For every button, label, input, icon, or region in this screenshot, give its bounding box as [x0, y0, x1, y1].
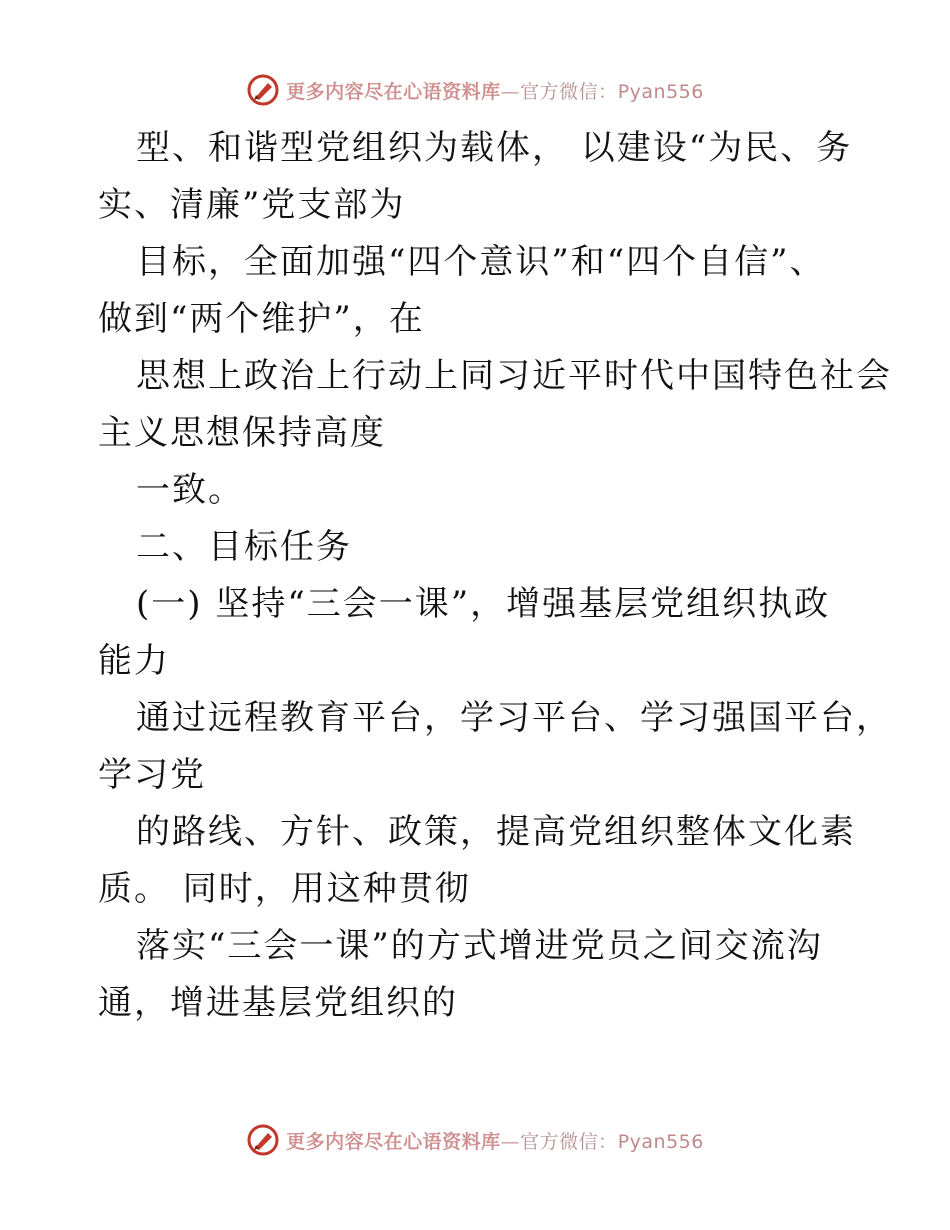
watermark-id: Pyan556 — [617, 80, 704, 103]
watermark-id: Pyan556 — [617, 1130, 704, 1153]
text-line: 做到“两个维护”，在 — [98, 299, 425, 339]
text-line: 思想上政治上行动上同习近平时代中国特色社会 — [136, 356, 892, 396]
text-line: 型、和谐型党组织为载体， 以建设“为民、务 — [136, 128, 853, 168]
header-watermark — [0, 72, 950, 108]
footer-watermark — [0, 1122, 950, 1158]
text-line: 主义思想保持高度 — [98, 413, 386, 453]
watermark-wechat: 官方微信： — [520, 1130, 618, 1153]
text-line: 通过远程教育平台，学习平台、学习强国平台， — [136, 698, 892, 738]
watermark-dash: — — [500, 1130, 521, 1153]
text-line: 质。 同时，用这种贯彻 — [98, 869, 471, 909]
subsection-heading: (一) 坚持“三会一课”，增强基层党组织执政 — [136, 584, 831, 624]
pen-logo-icon — [246, 1123, 280, 1157]
text-line: 一致。 — [136, 470, 244, 510]
document-body — [98, 120, 892, 1032]
section-heading: 二、目标任务 — [136, 527, 352, 567]
text-line: 落实“三会一课”的方式增进党员之间交流沟 — [136, 926, 823, 966]
text-line: 实、清廉”党支部为 — [98, 185, 406, 225]
watermark-prefix: 更多内容尽在心语资料库 — [286, 1130, 501, 1153]
text-line: 的路线、方针、政策，提高党组织整体文化素 — [136, 812, 856, 852]
pen-logo-icon — [246, 73, 280, 107]
watermark-dash: — — [500, 80, 521, 103]
text-line: 能力 — [98, 641, 170, 681]
text-line: 学习党 — [98, 755, 206, 795]
watermark-wechat: 官方微信： — [520, 80, 618, 103]
text-line: 通，增进基层党组织的 — [98, 983, 458, 1023]
text-line: 目标，全面加强“四个意识”和“四个自信”、 — [136, 242, 826, 282]
watermark-prefix: 更多内容尽在心语资料库 — [286, 80, 501, 103]
